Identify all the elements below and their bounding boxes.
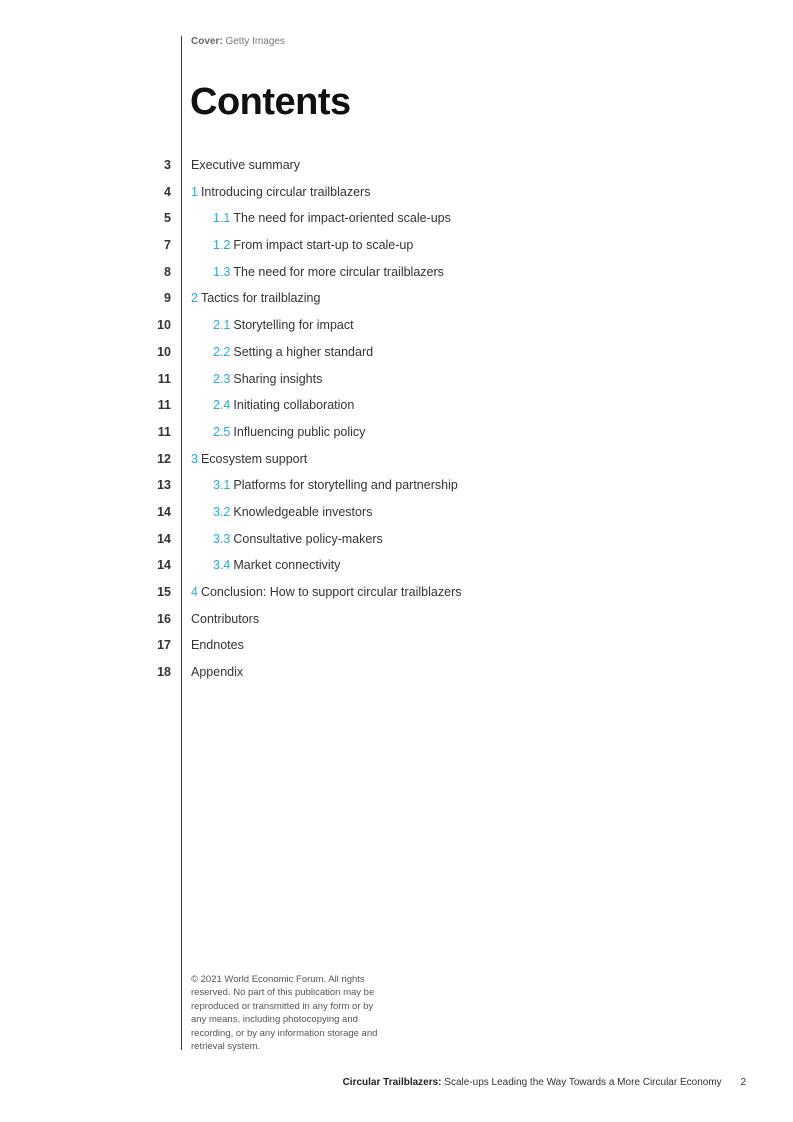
- toc-entry[interactable]: [0, 288, 793, 315]
- toc-entry[interactable]: [0, 529, 793, 556]
- toc-entry-label: The need for more circular trailblazers: [233, 264, 444, 279]
- toc-page-number: 11: [157, 398, 171, 413]
- toc-entry[interactable]: [0, 502, 793, 529]
- toc-entry-label: Ecosystem support: [200, 451, 308, 466]
- toc-entry-text: [213, 529, 383, 549]
- toc-entry-label: Knowledgeable investors: [233, 504, 373, 519]
- toc-section-number: 3.1: [213, 478, 231, 493]
- toc-page-number: 13: [157, 478, 171, 493]
- toc-section-number: 2.3: [213, 371, 231, 386]
- toc-entry-text: [213, 555, 340, 575]
- toc-entry[interactable]: [0, 369, 793, 396]
- toc-page-number: 14: [157, 531, 171, 546]
- toc-page-number: 10: [157, 318, 171, 333]
- toc-entry-label: Market connectivity: [233, 558, 341, 573]
- toc-entry-text: [191, 609, 259, 629]
- toc-entry[interactable]: [0, 155, 793, 182]
- toc-section-number: 2.4: [213, 398, 231, 413]
- footer-report-subtitle: Scale-ups Leading the Way Towards a More Circular Economy: [444, 1077, 722, 1088]
- copyright-notice: © 2021 World Economic Forum. All rights reserved. No part of this publication may be reproduced or transmitted in any form or by any means, including photocopying and recording, or by any information storage and retrieval system.: [191, 974, 378, 1053]
- toc-entry[interactable]: [0, 609, 793, 636]
- toc-entry[interactable]: [0, 208, 793, 235]
- toc-entry-label: From impact start-up to scale-up: [233, 238, 414, 253]
- toc-entry-label: Initiating collaboration: [233, 398, 355, 413]
- toc-page-number: 5: [164, 211, 171, 226]
- toc-page-number: 10: [157, 344, 171, 359]
- toc-entry-text: [191, 635, 244, 655]
- toc-entry-text: [213, 315, 354, 335]
- toc-entry-label: Endnotes: [191, 638, 244, 653]
- toc-entry[interactable]: [0, 449, 793, 476]
- footer-page-number: 2: [740, 1077, 746, 1088]
- toc-entry-label: Sharing insights: [233, 371, 323, 386]
- toc-entry-label: Introducing circular trailblazers: [200, 184, 371, 199]
- toc-section-number: 3.3: [213, 531, 231, 546]
- toc-entry[interactable]: [0, 475, 793, 502]
- toc-entry-label: Executive summary: [191, 158, 301, 172]
- toc-section-number: 3: [191, 451, 198, 466]
- toc-page-number: 16: [157, 611, 171, 626]
- toc-entry-label: Contributors: [191, 611, 260, 626]
- toc-entry[interactable]: [0, 582, 793, 609]
- toc-section-number: 2: [191, 291, 198, 306]
- toc-entry-text: [213, 395, 354, 415]
- toc-entry[interactable]: [0, 182, 793, 209]
- toc-entry-label: Storytelling for impact: [233, 318, 354, 333]
- toc-entry[interactable]: [0, 422, 793, 449]
- toc-page-number: 8: [164, 264, 171, 279]
- toc-entry-text: [191, 182, 370, 202]
- toc-entry-text: [213, 235, 413, 255]
- toc-entry[interactable]: [0, 662, 793, 689]
- toc-entry-label: Conclusion: How to support circular trailblazers: [200, 585, 462, 599]
- toc-page-number: 14: [157, 504, 171, 519]
- page-footer: [343, 1077, 746, 1088]
- toc-section-number: 1.1: [213, 211, 231, 226]
- toc-entry-text: [213, 342, 373, 362]
- cover-credit: [191, 36, 285, 47]
- table-of-contents: [0, 155, 793, 689]
- cover-credit-label: Cover:: [191, 36, 223, 47]
- toc-entry[interactable]: [0, 235, 793, 262]
- toc-page-number: 12: [157, 451, 171, 466]
- toc-page-number: 11: [157, 424, 171, 439]
- toc-entry-text: [213, 369, 322, 389]
- toc-entry-label: Tactics for trailblazing: [200, 291, 321, 306]
- toc-section-number: 4: [191, 585, 198, 599]
- toc-section-number: 1: [191, 184, 198, 199]
- toc-page-number: 3: [164, 158, 171, 172]
- toc-section-number: 1.3: [213, 264, 231, 279]
- toc-page-number: 15: [157, 585, 171, 599]
- toc-entry-label: Consultative policy-makers: [233, 531, 383, 546]
- toc-entry[interactable]: [0, 555, 793, 582]
- toc-entry-label: Appendix: [191, 665, 244, 680]
- toc-entry[interactable]: [0, 262, 793, 289]
- toc-page-number: 9: [164, 291, 171, 306]
- toc-entry-text: [213, 422, 365, 442]
- toc-page-number: 14: [157, 558, 171, 573]
- toc-entry-text: [191, 449, 307, 469]
- toc-page-number: 7: [164, 238, 171, 253]
- toc-entry-text: [213, 208, 451, 228]
- cover-credit-value: Getty Images: [225, 36, 285, 47]
- page-title: Contents: [190, 81, 351, 123]
- toc-section-number: 1.2: [213, 238, 231, 253]
- footer-report-title: Circular Trailblazers:: [342, 1077, 442, 1088]
- toc-page-number: 4: [164, 184, 171, 199]
- toc-section-number: 3.4: [213, 558, 231, 573]
- toc-entry[interactable]: [0, 635, 793, 662]
- toc-entry-label: Platforms for storytelling and partnership: [233, 478, 458, 493]
- toc-section-number: 2.5: [213, 424, 231, 439]
- toc-entry-label: The need for impact-oriented scale-ups: [233, 211, 451, 226]
- toc-section-number: 2.1: [213, 318, 231, 333]
- toc-entry-text: [213, 475, 458, 495]
- toc-entry-text: [191, 662, 243, 682]
- toc-page-number: 18: [157, 665, 171, 680]
- toc-page-number: 11: [157, 371, 171, 386]
- toc-entry[interactable]: [0, 342, 793, 369]
- toc-entry-text: [191, 582, 461, 602]
- toc-entry-label: Influencing public policy: [233, 424, 366, 439]
- toc-entry-text: [191, 155, 300, 175]
- toc-section-number: 3.2: [213, 504, 231, 519]
- toc-entry[interactable]: [0, 315, 793, 342]
- toc-entry[interactable]: [0, 395, 793, 422]
- toc-entry-text: [213, 502, 372, 522]
- toc-section-number: 2.2: [213, 344, 231, 359]
- toc-entry-text: [213, 262, 444, 282]
- toc-page-number: 17: [157, 638, 171, 653]
- toc-entry-label: Setting a higher standard: [233, 344, 374, 359]
- toc-entry-text: [191, 288, 320, 308]
